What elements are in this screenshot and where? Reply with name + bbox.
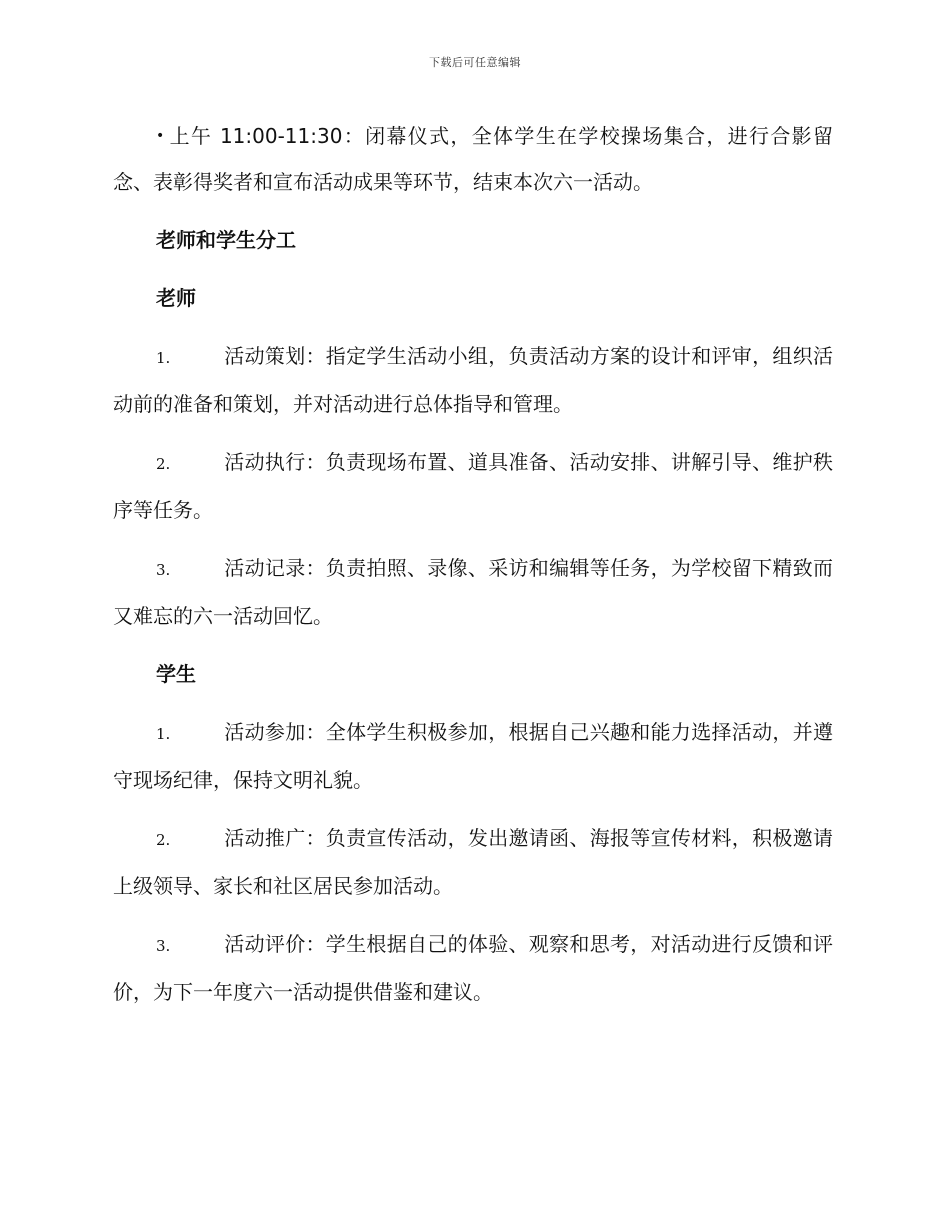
teacher-item-1 bbox=[113, 333, 833, 427]
item-number: 1. bbox=[156, 349, 171, 367]
closing-ceremony-text: 上午 11:00-11:30：闭幕仪式，全体学生在学校操场集合，进行合影留念、表彰得奖者和宣布活动成果等环节，结束本次六一活动。 bbox=[113, 124, 833, 194]
item-text: 活动策划：指定学生活动小组，负责活动方案的设计和评审，组织活动前的准备和策划，并对活动进行总体指导和管理。 bbox=[113, 344, 833, 416]
item-text: 活动执行：负责现场布置、道具准备、活动安排、讲解引导、维护秩序等任务。 bbox=[113, 450, 833, 522]
closing-ceremony-paragraph bbox=[113, 113, 833, 205]
item-number: 2. bbox=[156, 455, 171, 473]
student-item-3 bbox=[113, 921, 833, 1015]
item-number: 3. bbox=[156, 937, 171, 955]
item-number: 3. bbox=[156, 561, 171, 579]
item-text: 活动推广：负责宣传活动，发出邀请函、海报等宣传材料，积极邀请上级领导、家长和社区居民参加活动。 bbox=[113, 826, 833, 898]
item-text: 活动评价：学生根据自己的体验、观察和思考，对活动进行反馈和评价，为下一年度六一活动提供借鉴和建议。 bbox=[113, 932, 833, 1004]
teachers-heading: 老师 bbox=[156, 286, 196, 310]
item-number: 1. bbox=[156, 725, 171, 743]
page-header-note: 下载后可任意编辑 bbox=[429, 56, 521, 69]
section-heading: 老师和学生分工 bbox=[156, 228, 296, 252]
item-text: 活动记录：负责拍照、录像、采访和编辑等任务，为学校留下精致而又难忘的六一活动回忆。 bbox=[113, 556, 833, 628]
item-text: 活动参加：全体学生积极参加，根据自己兴趣和能力选择活动，并遵守现场纪律，保持文明礼貌。 bbox=[113, 720, 833, 792]
bullet-icon: • bbox=[156, 128, 165, 144]
student-item-2 bbox=[113, 815, 833, 909]
students-heading: 学生 bbox=[156, 662, 196, 686]
student-item-1 bbox=[113, 709, 833, 803]
document-body bbox=[113, 113, 833, 1027]
item-number: 2. bbox=[156, 831, 171, 849]
teacher-item-2 bbox=[113, 439, 833, 533]
teacher-item-3 bbox=[113, 545, 833, 639]
